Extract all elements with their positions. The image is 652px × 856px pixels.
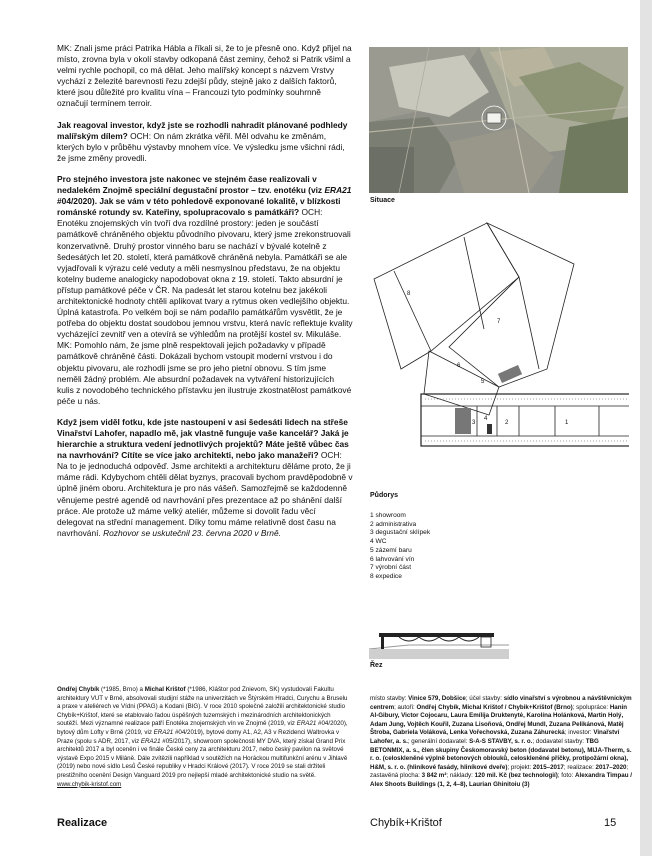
legend-item: 2 administrativa — [370, 520, 417, 528]
text-run: Jak reagoval investor, když jste se rozhodli nahradit plánované podhledy malířským dílem? — [57, 119, 348, 141]
text-run: ; foto: — [557, 772, 575, 780]
interview-paragraph — [57, 120, 353, 164]
legend-item: 8 expedice — [370, 572, 402, 580]
caption-plan: Půdorys — [370, 492, 399, 499]
text-run: ; autoři: — [394, 703, 417, 711]
section-drawing — [369, 611, 509, 661]
legend-item: 5 zázemí baru — [370, 546, 412, 554]
text-run: Hanin Al-Gibury, Victor Cojocaru, Laura Emílija Druktenytė, Karolína Holánková, Martin Holý, Adam Jung, Vojtěch Kouřil, Zuzana Lisoňová, Ondřej Mundl, Zuzana Pelikánová, Matěj Štroba, Gabriela Voláková, Lenka Vořechovská, Zuzana Záhurecká — [370, 703, 628, 737]
interview-paragraph — [57, 417, 353, 539]
architects-bio — [57, 686, 351, 789]
text-run: 3 842 m² — [421, 772, 447, 780]
interview-paragraph — [57, 174, 353, 407]
text-run: OCH: Enotéku znojemských vín tvoří dva rozdílné prostory: jeden je součástí památkově chráněného objektu původního pivovaru, který jsme zrekonstruovali konzervativně. Druhý prostor vinného baru se nachází v bývalé kotelně z šedesátých let 20. století, která památkově chráněná nebyla. Památkáři se ale vyjadřovali k výrazu celé veduty a měli nesmyslnou představu, že na objektu kotelny budeme analogicky napodobovat okna z 19. století. Takto absurdní je přístup památkové péče v ČR. Na padesát let starou kotelnu bez jakékoli architektonické hodnoty chtěli aplikovat tvary a rytmus oken vedlejšího objektu. Úplná katastrofa. Po velkém boji se nám podařilo památkářům vysvětlit, že je potřeba do objektu dostat soudobou jemnou vrstvu, která navíc reflektuje kvality vycházející zevnitř ven a otevírá se výhledům na protější kostel sv. Mikuláše. MK: Pomohlo nám, že jsme plně respektovali jejich požadavky v případě památkově chráněné části. Dokázali bychom vstoupit moderní vrstvou i do objektu pivovaru, ale rozhodli jsme se pro jeho pietní obnovu. S tím jsme neměli žádný problém. Ale absurdní požadavek na vytváření historizujících kulis z novodobého technického přístavku jen ilustruje zkostnatělost památkové péče u nás. — [57, 207, 353, 406]
text-run: ERA21 — [324, 185, 352, 196]
text-run: #04/2020). Jak se vám v této pohledově exponované lokalitě, v blízkosti románské rotundy sv. Kateřiny, spolupracovalo s památkáři? — [57, 196, 341, 218]
plan-label-1: 1 — [565, 420, 569, 426]
text-run[interactable]: www.chybik-kristof.com — [57, 780, 122, 788]
text-run: Ondřej Chybík, Michal Krištof / Chybik+Krištof (Brno) — [416, 703, 573, 711]
plan-label-3: 3 — [472, 420, 476, 426]
plan-label-6: 6 — [457, 363, 461, 369]
legend-item: 3 degustační sklípek — [370, 529, 431, 537]
plan-label-8: 8 — [407, 291, 411, 297]
plan-label-5: 5 — [481, 379, 485, 385]
caption-section: Řez — [370, 662, 383, 669]
text-run: Když jsem viděl fotku, kde jste nastoupeni v asi šedesáti lidech na střeše Vinařství Lahofer, napadlo mě, jak vlastně funguje vaše kancelář? Jaká je hierarchie a struktura vedení jednotlivých projektů? Máte ještě vůbec čas na navrhování? Cítíte se více jako architekti, nebo jako manažeři? — [57, 416, 349, 461]
text-run: #05/2017), showroom společnosti MY DVA, který získal Grand Prix architektů 2017 a byl oceněn i ve finále České ceny za architekturu 2017, nebo český pavilon na světové výstavě Expo 2015 v Miláně. Dále zvítězili například v soutěžích na Horáckou multifunkční arénu v Jihlavě (2019) nebo nové sídlo Lesů České republiky v Hradci Králové (2017). V roce 2019 se stali držiteli prestižního ocenění Design Vanguard 2019 pro nejlepší mladé architektonické studio na světě. — [57, 737, 348, 779]
text-run: OCH: Na to je jednoduchá odpověď. Jsme architekti a architekturu děláme proto, že ji máme rádi. Kdybychom chtěli dělat byznys, pracovali bychom pravděpodobně v úplně jiném oboru. Architektura je pro nás vášeň. Samozřejmě se každodenně věnujeme pestré agendě od navrhování přes prezentace až po shánění další práce. Ale protože už máme velký ateliér, můžeme si dovolit řadu věcí delegovat na střední management. Díky tomu máme relativně dost času na navrhování. — [57, 450, 353, 538]
text-run: ; dodavatel stavby: — [532, 737, 586, 745]
text-run: ; investor: — [564, 729, 594, 737]
text-run: Rozhovor se uskutečnil 23. června 2020 v Brně. — [100, 527, 281, 538]
text-run: 2015–2017 — [532, 763, 564, 771]
text-run: 120 mil. Kč (bez technologií) — [474, 772, 558, 780]
text-run: 2017–2020 — [595, 763, 627, 771]
text-run: (*1986, Kláštor pod Znievom, SK) vystudovali Fakultu architektury VUT v Brně, absolvovali studijní stáže na univerzitách ve Štýrském Hradci, Curychu a Bruselu a praxe v ateliérech ve Vídni (PPAG) a Kodani (BIG). V roce 2010 společně založili architektonické studio Chybík+Krištof, které se etablovalo řadou úspěšných tuzemských i mezinárodních architektonických soutěží. Mezi významné realizace patří Enotéka znojemských vín ve Znojmě (2019, viz — [57, 686, 348, 728]
caption-situation: Situace — [370, 197, 395, 204]
floor-plan-drawing — [369, 219, 629, 485]
interview-column — [57, 43, 353, 549]
text-run: ; spolupráce: — [572, 703, 610, 711]
text-run: ERA21 — [296, 720, 317, 728]
plan-label-4: 4 — [484, 416, 488, 422]
aerial-situation-image — [369, 47, 628, 193]
legend-item: 6 lahvování vín — [370, 555, 415, 563]
interview-paragraph — [57, 43, 353, 110]
legend-item: 1 showroom — [370, 512, 406, 519]
plan-label-2: 2 — [505, 420, 509, 426]
page-number: 15 — [604, 817, 617, 829]
text-run: Vinice 579, Dobšice — [408, 695, 466, 702]
text-run: sídlo vinařství s výrobnou a návštěvnickým centrem — [370, 695, 632, 711]
text-run: ; generální dodavatel: — [407, 737, 470, 745]
text-run: ; projekt: — [507, 763, 533, 771]
text-run: Michal Krištof — [144, 686, 186, 693]
page-edge — [640, 0, 652, 856]
text-run: ERA21 — [153, 728, 174, 736]
project-credits — [370, 695, 632, 790]
text-run: S-A-S STAVBY, s. r. o. — [469, 737, 533, 745]
text-run: Vinařství Lahofer, a. s. — [370, 729, 620, 745]
text-run: TBG BETONMIX, a. s., člen skupiny Českomoravský beton (dodavatel betonu), MIJA-Therm, s. r. o. (celoskleněné výplně betonových oblouků, celoskleněné příčky, protipožární okna), H&M, s. r. o. (hliníkové fasády, hliníkové dveře) — [370, 737, 632, 771]
legend-item: 7 výrobní část — [370, 564, 412, 572]
text-run: #04/2020), bytový dům Lofty v Brně (2019, viz — [57, 720, 348, 736]
plan-label-7: 7 — [497, 319, 501, 325]
text-run: Alexandra Timpau / Alex Shoots Buildings (1, 2, 4–8), Laurian Ghinitoiu (3) — [370, 772, 632, 788]
text-run: OCH: On nám zkrátka věřil. Měl odvahu ke změnám, kterých bylo v průběhu výstavby mnohem více. Ve výsledku jsme všichni rádi, že jsme změny provedli. — [57, 130, 345, 163]
text-run: ; náklady: — [446, 772, 475, 780]
footer-studio: Chybík+Krištof — [370, 817, 442, 829]
text-run: ; účel stavby: — [465, 695, 504, 702]
text-run: (*1985, Brno) a — [99, 686, 145, 693]
plan-legend — [370, 512, 430, 582]
text-run: ; zastavěná plocha: — [370, 763, 629, 780]
text-run: #04/2019), bytové domy A1, A2, A3 v Rezidenci Waltrovka v Praze (spolu s ADR, 2017, viz — [57, 728, 340, 745]
text-run: Pro stejného investora jste nakonec ve stejném čase realizovali v nedalekém Znojmě speciální degustační prostor – tzv. enotéku (viz — [57, 173, 325, 196]
text-run: Ondřej Chybík — [57, 686, 100, 693]
text-run: místo stavby: — [370, 695, 409, 702]
footer-section: Realizace — [57, 817, 108, 829]
text-run: ERA21 — [140, 737, 161, 745]
text-run: MK: Znali jsme práci Patrika Hábla a říkali si, že to je přesně ono. Když přijel na místo, zrovna byla v okolí stavby odkopaná část zeminy, čehož si Patrik všiml a velmi rychle pochopil, co má dělat. Jeho malířský koncept s názvem Vrstvy vychází z železité barevnosti řezu zdejší půdy, stejně jako z dalších faktorů, které jsou důležité pro kvalitu vína – Francouzi tyto podmínky souhrnně označují termínem terroir. — [57, 43, 352, 109]
legend-item: 4 WC — [370, 538, 387, 546]
text-run: ; realizace: — [563, 763, 596, 771]
